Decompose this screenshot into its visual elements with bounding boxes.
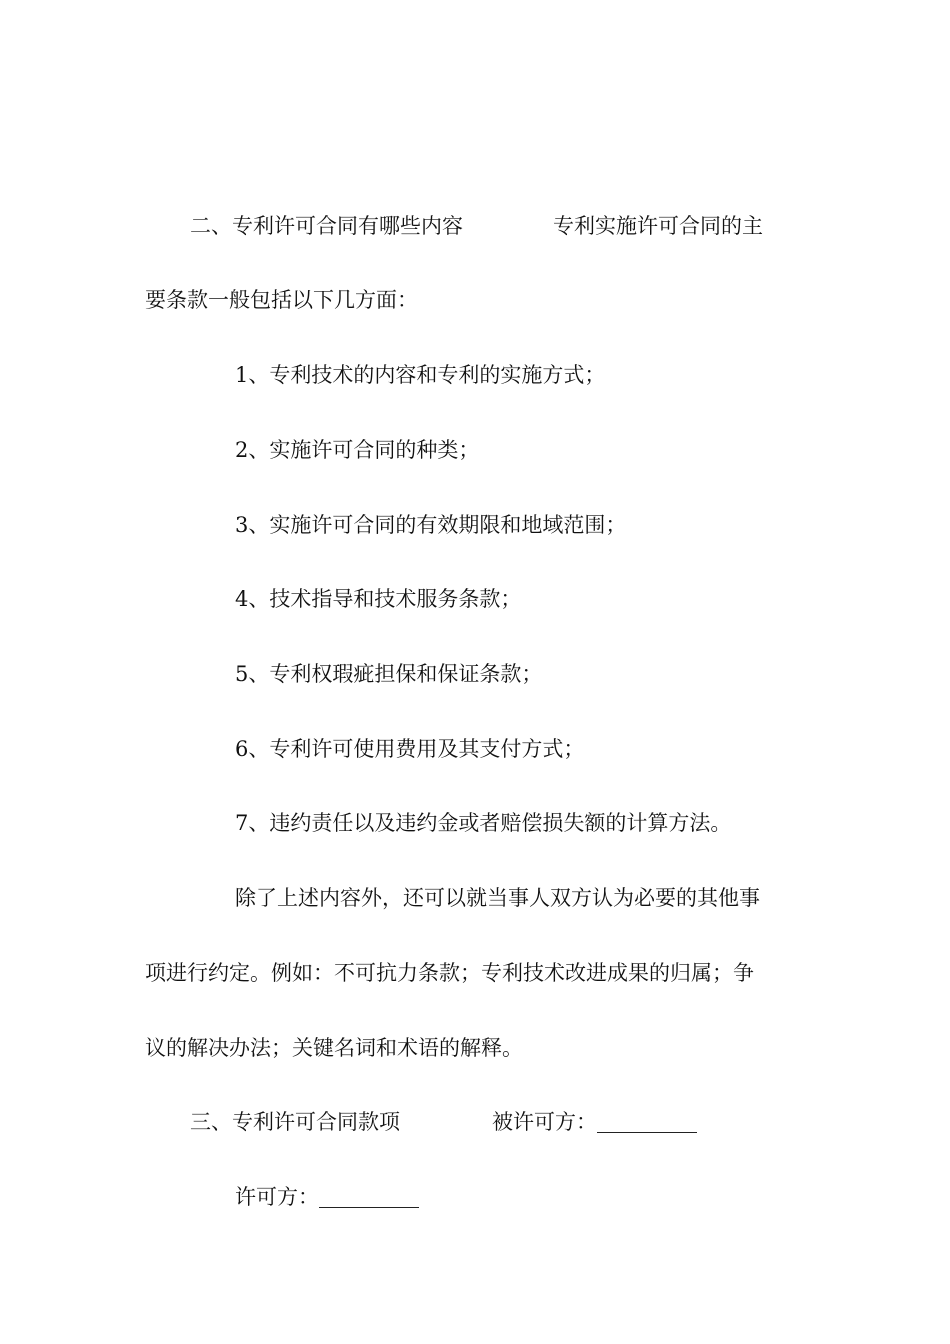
list-item: 6、专利许可使用费用及其支付方式； [235, 737, 585, 761]
licensor-line [235, 1182, 419, 1212]
extra-paragraph-line3: 议的解决办法；关键名词和术语的解释。 [145, 1036, 523, 1060]
list-item: 1、专利技术的内容和专利的实施方式； [235, 363, 606, 387]
list-item: 4、技术指导和技术服务条款； [235, 587, 522, 611]
licensor-label: 许可方： [235, 1185, 319, 1209]
list-item: 5、专利权瑕疵担保和保证条款； [235, 662, 543, 686]
section2-heading-line [190, 211, 763, 241]
section2-intro-part1: 专利实施许可合同的主 [553, 214, 763, 238]
list-item: 7、违约责任以及违约金或者赔偿损失额的计算方法。 [235, 811, 732, 835]
section2-intro-line2: 要条款一般包括以下几方面： [145, 288, 418, 312]
extra-paragraph-line2: 项进行约定。例如：不可抗力条款；专利技术改进成果的归属；争 [145, 961, 754, 985]
section2-heading: 二、专利许可合同有哪些内容 [190, 214, 463, 238]
licensor-blank-field[interactable] [319, 1187, 419, 1208]
list-item: 2、实施许可合同的种类； [235, 438, 480, 462]
licensee-blank-field[interactable] [597, 1112, 697, 1133]
section3-heading-line [190, 1107, 697, 1137]
section3-heading: 三、专利许可合同款项 [190, 1110, 400, 1134]
list-item: 3、实施许可合同的有效期限和地域范围； [235, 513, 627, 537]
licensee-label: 被许可方： [492, 1110, 597, 1134]
extra-paragraph-line1: 除了上述内容外，还可以就当事人双方认为必要的其他事 [235, 886, 760, 910]
